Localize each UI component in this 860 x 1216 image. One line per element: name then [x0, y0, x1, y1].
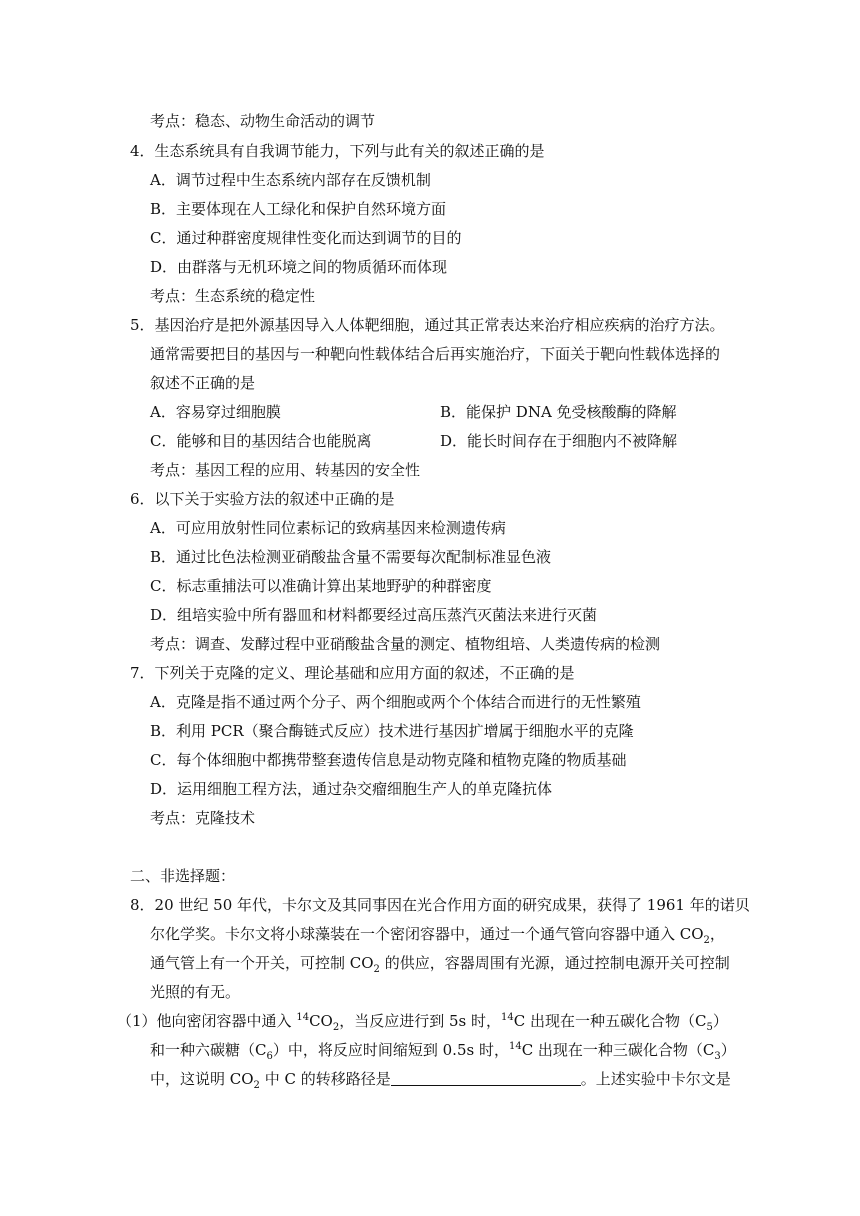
q4-option-b: B．主要体现在人工绿化和保护自然环境方面: [150, 200, 447, 218]
kaodian-q4: 考点：生态系统的稳定性: [150, 287, 316, 305]
text: 。上述实验中卡尔文是: [580, 1070, 731, 1088]
question-8-line1: 8．20 世纪 50 年代，卡尔文及其同事因在光合作用方面的研究成果，获得了 1961 年的诺贝: [130, 896, 750, 914]
q4-option-c: C．通过种群密度规律性变化而达到调节的目的: [150, 229, 462, 247]
text: 中，这说明 CO: [150, 1070, 254, 1088]
question-5-stem-line3: 叙述不正确的是: [150, 374, 256, 392]
subscript: 5: [706, 1022, 713, 1033]
kaodian-q3: 考点：稳态、动物生命活动的调节: [150, 112, 376, 130]
kaodian-q6: 考点：调查、发酵过程中亚硝酸盐含量的测定、植物组培、人类遗传病的检测: [150, 635, 661, 653]
question-5-stem-line1: 5．基因治疗是把外源基因导入人体靶细胞，通过其正常表达来治疗相应疾病的治疗方法。: [130, 316, 725, 334]
subscript: 2: [253, 1080, 260, 1091]
q7-option-b: B．利用 PCR（聚合酶链式反应）技术进行基因扩增属于细胞水平的克隆: [150, 722, 634, 740]
text: ）: [712, 1012, 728, 1030]
q8-part1-line2: [150, 1040, 736, 1060]
q6-option-c: C．标志重捕法可以准确计算出某地野驴的种群密度: [150, 577, 492, 595]
q5-option-d: D．能长时间存在于细胞内不被降解: [440, 432, 678, 450]
text: 和一种六碳糖（C: [150, 1041, 267, 1059]
superscript: 14: [501, 1012, 514, 1023]
q8-line3-text: 的供应，容器周围有光源，通过控制电源开关可控制: [379, 954, 730, 972]
q6-option-b: B．通过比色法检测亚硝酸盐含量不需要每次配制标准显色液: [150, 548, 552, 566]
text: C 出现在一种三碳化合物（C: [521, 1041, 715, 1059]
text: CO: [309, 1012, 333, 1030]
answer-blank[interactable]: [391, 1071, 581, 1086]
question-6-stem: 6．以下关于实验方法的叙述中正确的是: [130, 490, 395, 508]
question-8-line4: 光照的有无。: [150, 983, 241, 1001]
subscript: 3: [714, 1051, 721, 1062]
q8-line2-text: 尔化学奖。卡尔文将小球藻装在一个密闭容器中，通过一个通气管向容器中通入 CO: [150, 925, 704, 943]
subscript: 2: [703, 935, 710, 946]
question-5-stem-line2: 通常需要把目的基因与一种靶向性载体结合后再实施治疗，下面关于靶向性载体选择的: [150, 345, 721, 363]
text: ）中，将反应时间缩短到 0.5s 时，: [272, 1041, 509, 1059]
question-7-stem: 7．下列关于克隆的定义、理论基础和应用方面的叙述，不正确的是: [130, 664, 575, 682]
q8-part1-line3: [150, 1069, 731, 1089]
text: C 出现在一种五碳化合物（C: [513, 1012, 707, 1030]
q8-line3-text: 通气管上有一个开关，可控制 CO: [150, 954, 374, 972]
question-4-stem: 4．生态系统具有自我调节能力，下列与此有关的叙述正确的是: [130, 142, 545, 160]
q4-option-d: D．由群落与无机环境之间的物质循环而体现: [150, 258, 448, 276]
q6-option-a: A．可应用放射性同位素标记的致病基因来检测遗传病: [150, 519, 506, 537]
q6-option-d: D．组培实验中所有器皿和材料都要经过高压蒸汽灭菌法来进行灭菌: [150, 606, 598, 624]
kaodian-q5: 考点：基因工程的应用、转基因的安全性: [150, 461, 421, 479]
q7-option-d: D．运用细胞工程方法，通过杂交瘤细胞生产人的单克隆抗体: [150, 780, 553, 798]
q5-option-a: A．容易穿过细胞膜: [150, 403, 281, 421]
subscript: 6: [266, 1051, 273, 1062]
q8-part1-line1: [117, 1011, 728, 1031]
q5-option-b: B．能保护 DNA 免受核酸酶的降解: [440, 403, 677, 421]
q8-line2-text: ，: [709, 925, 725, 943]
question-8-line3: [150, 953, 730, 973]
superscript: 14: [296, 1012, 310, 1023]
kaodian-q7: 考点：克隆技术: [150, 809, 256, 827]
text: （1）他向密闭容器中通入: [117, 1012, 297, 1030]
question-8-line2: [150, 924, 725, 944]
q7-option-a: A．克隆是指不通过两个分子、两个细胞或两个个体结合而进行的无性繁殖: [150, 693, 641, 711]
section-2-title: 二、非选择题：: [130, 867, 236, 885]
subscript: 2: [332, 1022, 340, 1033]
q4-option-a: A．调节过程中生态系统内部存在反馈机制: [150, 171, 431, 189]
text: 中 C 的转移路径是: [259, 1070, 391, 1088]
q7-option-c: C．每个体细胞中都携带整套遗传信息是动物克隆和植物克隆的物质基础: [150, 751, 627, 769]
q5-option-c: C．能够和目的基因结合也能脱离: [150, 432, 372, 450]
text: ）: [720, 1041, 736, 1059]
subscript: 2: [373, 964, 380, 975]
text: ，当反应进行到 5s 时，: [339, 1012, 501, 1030]
superscript: 14: [508, 1041, 522, 1052]
